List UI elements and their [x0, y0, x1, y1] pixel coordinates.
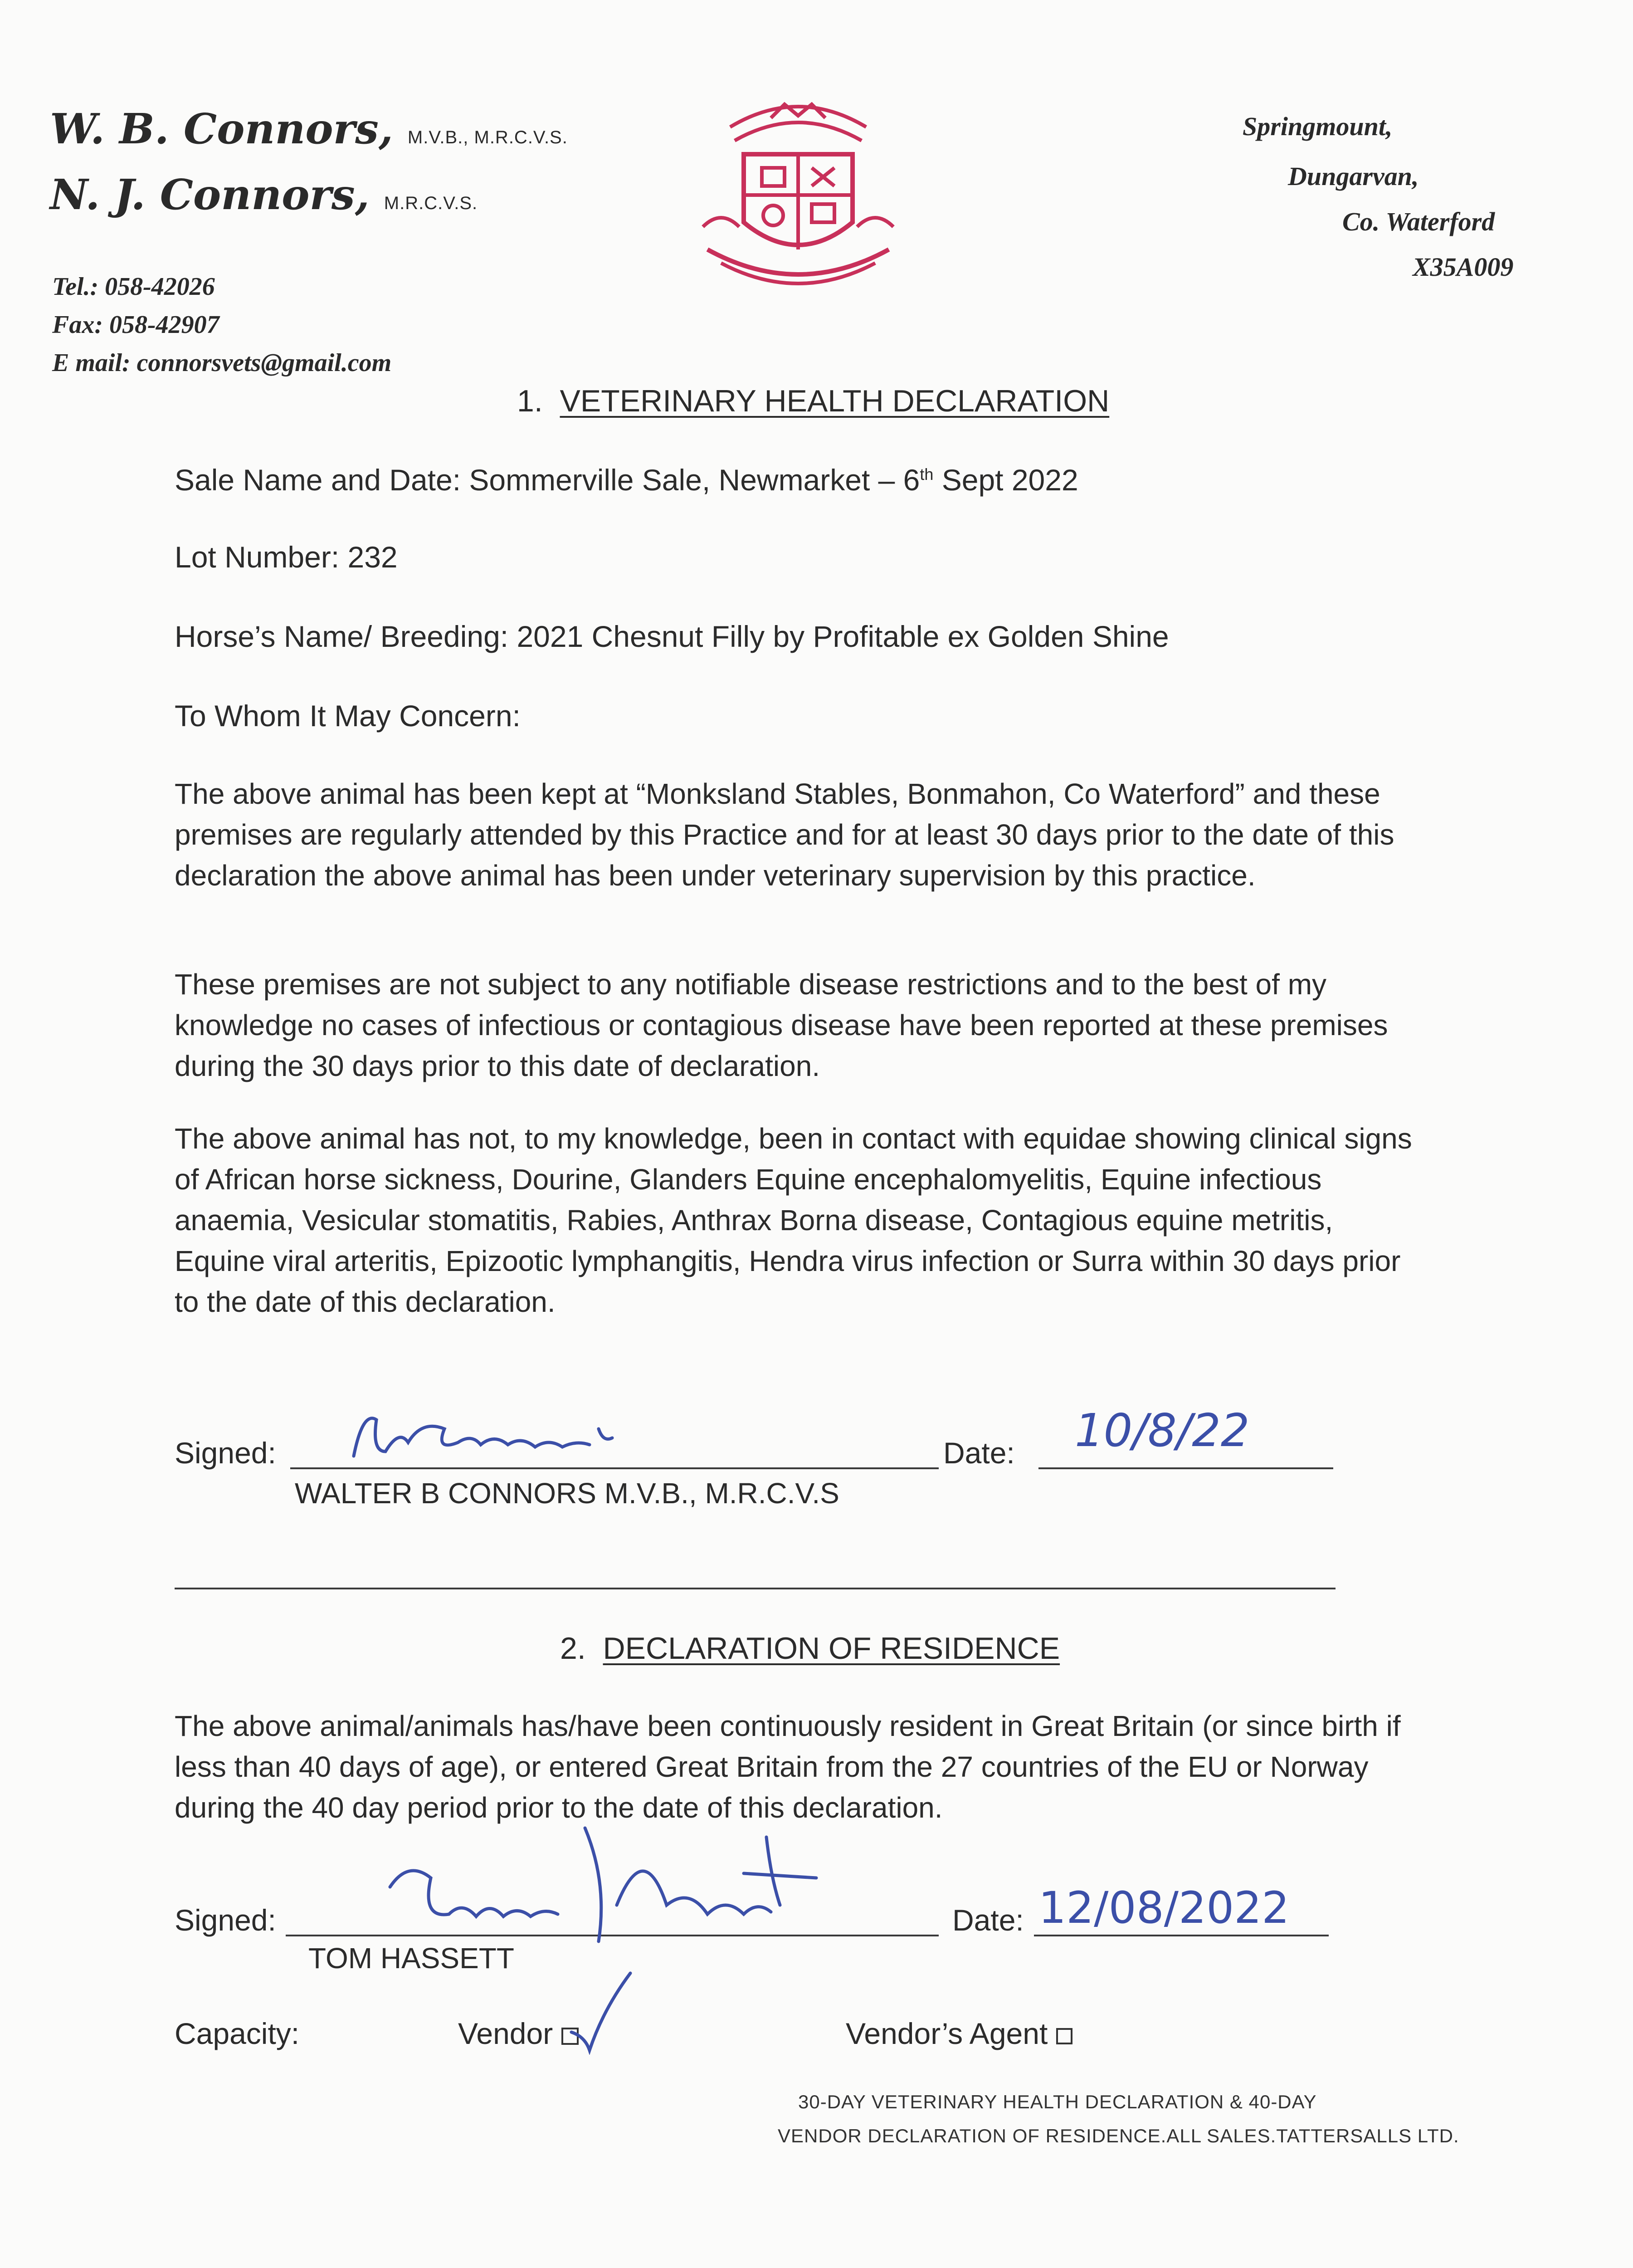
date-label-2: Date: [952, 1903, 1024, 1937]
divider-line [175, 1588, 1336, 1589]
contact-block [52, 268, 391, 382]
paragraph-restrictions: These premises are not subject to any notifiable disease restrictions and to the best of my knowledge no cases of infectious or contagious disease have been reported at these premises during the 30 days prior to this date of declaration. [175, 968, 1388, 1082]
footer-line-2: VENDOR DECLARATION OF RESIDENCE.ALL SALES.TATTERSALLS LTD. [778, 2125, 1459, 2146]
signature-hassett [372, 1810, 848, 1946]
address-line-1: Springmount, [1243, 112, 1393, 141]
paragraph-residence: The above animal/animals has/have been continuously resident in Great Britain (or since birth if less than 40 days of age), or entered Great Britain from the 27 countries of the EU or Norway during the 40 day period prior to the date of this declaration. [175, 1710, 1401, 1824]
capacity-label: Capacity: [175, 2017, 300, 2050]
section2-heading: 2. DECLARATION OF RESIDENCE [560, 1631, 1060, 1666]
date-line-1 [1038, 1467, 1333, 1469]
address-line-2: Dungarvan, [1288, 161, 1419, 191]
address-line-3: Co. Waterford [1342, 207, 1495, 236]
email: E mail: connorsvets@gmail.com [52, 349, 392, 377]
vendor-label: Vendor [458, 2017, 553, 2050]
signature-connors [345, 1402, 671, 1470]
salutation: To Whom It May Concern: [175, 699, 521, 733]
vendors-agent-option [846, 2016, 1072, 2051]
fax: Fax: 058-42907 [52, 311, 219, 339]
paragraph-premises: The above animal has been kept at “Monksland Stables, Bonmahon, Co Waterford” and these premises are regularly attended by this Practice and for at least 30 days prior to the date of this declaration the above animal has been under veterinary supervision by this practice. [175, 777, 1394, 892]
date-value-2: 12/08/2022 [1038, 1882, 1290, 1933]
horse-breeding: Horse’s Name/ Breeding: 2021 Chesnut Filly by Profitable ex Golden Shine [175, 620, 1169, 653]
vendors-agent-checkbox[interactable] [1056, 2028, 1072, 2044]
signed-label-1: Signed: [175, 1436, 276, 1470]
date-line-2 [1034, 1935, 1329, 1936]
signed-label-2: Signed: [175, 1903, 276, 1937]
lot-number: Lot Number: 232 [175, 540, 398, 574]
footer-line-1: 30-DAY VETERINARY HEALTH DECLARATION & 40-DAY [798, 2091, 1317, 2112]
vet-name-2: N. J. Connors, M.R.C.V.S. [50, 170, 478, 219]
address-line-4: X35A009 [1413, 252, 1514, 282]
sale-name-date: Sale Name and Date: Sommerville Sale, Newmarket – 6th Sept 2022 [175, 463, 1078, 497]
signatory-2: TOM HASSETT [308, 1942, 514, 1975]
tel: Tel.: 058-42026 [52, 273, 215, 301]
vet-name-1: W. B. Connors, M.V.B., M.R.C.V.S. [50, 104, 568, 153]
paragraph-diseases: The above animal has not, to my knowledge, been in contact with equidae showing clinical signs of African horse sickness, Dourine, Glanders Equine encephalomyelitis, Equine infectious anaemia, Vesicular stomatitis, Rabies, Anthrax Borna disease, Contagious equine metritis, Equine viral arteritis, Epizootic lymphangitis, Hendra virus infection or Surra within 30 days prior to the date of this declaration. [175, 1122, 1412, 1318]
section1-heading: 1. VETERINARY HEALTH DECLARATION [517, 384, 1110, 418]
date-label-1: Date: [943, 1436, 1015, 1470]
crest-logo [689, 91, 907, 290]
signatory-1: WALTER B CONNORS M.V.B., M.R.C.V.S [295, 1477, 839, 1510]
date-value-1: 10/8/22 [1075, 1404, 1250, 1457]
vendor-option [458, 2016, 579, 2051]
vendors-agent-label: Vendor’s Agent [846, 2017, 1048, 2050]
vendor-checkmark-icon [562, 1969, 635, 2055]
